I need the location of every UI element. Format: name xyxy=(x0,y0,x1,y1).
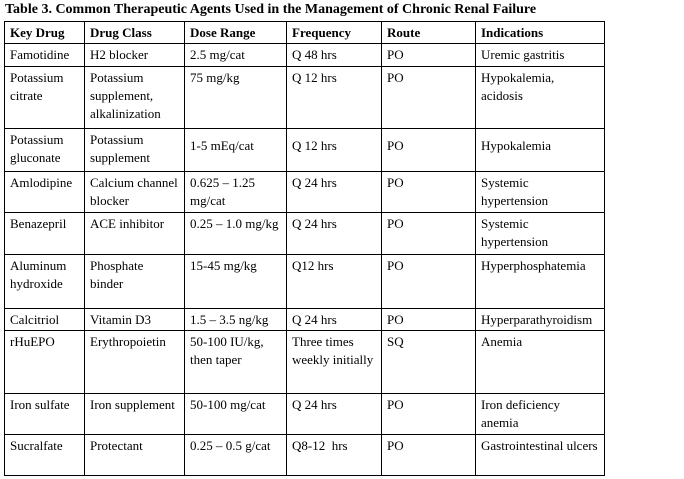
table-caption: Table 3. Common Therapeutic Agents Used in the Management of Chronic Renal Failure xyxy=(5,2,537,17)
cell-route: PO xyxy=(382,255,476,309)
cell-key-drug: Aluminum hydroxide xyxy=(5,255,85,309)
cell-key-drug: Calcitriol xyxy=(5,309,85,331)
header-key-drug: Key Drug xyxy=(5,22,85,44)
cell-dose-range: 1.5 – 3.5 ng/kg xyxy=(185,309,287,331)
table-row xyxy=(5,67,605,129)
cell-indications: Gastrointestinal ulcers xyxy=(476,435,605,476)
table-row xyxy=(5,331,605,394)
header-frequency: Frequency xyxy=(287,22,382,44)
cell-drug-class: Phosphate binder xyxy=(85,255,185,309)
cell-frequency: Q 48 hrs xyxy=(287,44,382,67)
cell-frequency: Q 24 hrs xyxy=(287,213,382,255)
cell-route: PO xyxy=(382,213,476,255)
cell-indications: Hypokalemia, acidosis xyxy=(476,67,605,129)
table-row xyxy=(5,44,605,67)
header-row xyxy=(5,22,605,44)
cell-dose-range: 50-100 mg/cat xyxy=(185,394,287,435)
cell-dose-range: 15-45 mg/kg xyxy=(185,255,287,309)
cell-key-drug: Sucralfate xyxy=(5,435,85,476)
cell-route: PO xyxy=(382,309,476,331)
cell-frequency: Q8-12 hrs xyxy=(287,435,382,476)
table-row xyxy=(5,255,605,309)
cell-dose-range: 50-100 IU/kg, then taper xyxy=(185,331,287,394)
table-row xyxy=(5,213,605,255)
cell-key-drug: rHuEPO xyxy=(5,331,85,394)
header-dose-range: Dose Range xyxy=(185,22,287,44)
cell-frequency: Q 12 hrs xyxy=(287,67,382,129)
cell-route: PO xyxy=(382,172,476,213)
cell-dose-range: 0.625 – 1.25 mg/cat xyxy=(185,172,287,213)
cell-frequency: Q12 hrs xyxy=(287,255,382,309)
cell-drug-class: Vitamin D3 xyxy=(85,309,185,331)
cell-route: PO xyxy=(382,44,476,67)
cell-key-drug: Amlodipine xyxy=(5,172,85,213)
cell-dose-range: 0.25 – 0.5 g/cat xyxy=(185,435,287,476)
cell-frequency: Three times weekly initially xyxy=(287,331,382,394)
cell-indications: Systemic hypertension xyxy=(476,172,605,213)
table-row xyxy=(5,394,605,435)
cell-dose-range: 0.25 – 1.0 mg/kg xyxy=(185,213,287,255)
cell-drug-class: Potassium supplement xyxy=(85,129,185,172)
cell-frequency: Q 12 hrs xyxy=(287,129,382,172)
cell-indications: Hypokalemia xyxy=(476,129,605,172)
cell-dose-range: 2.5 mg/cat xyxy=(185,44,287,67)
cell-key-drug: Famotidine xyxy=(5,44,85,67)
cell-frequency: Q 24 hrs xyxy=(287,394,382,435)
cell-dose-range: 1-5 mEq/cat xyxy=(185,129,287,172)
cell-key-drug: Benazepril xyxy=(5,213,85,255)
cell-drug-class: Calcium channel blocker xyxy=(85,172,185,213)
cell-route: PO xyxy=(382,67,476,129)
header-drug-class: Drug Class xyxy=(85,22,185,44)
cell-drug-class: H2 blocker xyxy=(85,44,185,67)
table-row xyxy=(5,309,605,331)
cell-key-drug: Potassium citrate xyxy=(5,67,85,129)
cell-indications: Iron deficiency anemia xyxy=(476,394,605,435)
cell-indications: Hyperphosphatemia xyxy=(476,255,605,309)
cell-drug-class: ACE inhibitor xyxy=(85,213,185,255)
cell-drug-class: Potassium supplement, alkalinization xyxy=(85,67,185,129)
cell-key-drug: Iron sulfate xyxy=(5,394,85,435)
cell-indications: Anemia xyxy=(476,331,605,394)
cell-dose-range: 75 mg/kg xyxy=(185,67,287,129)
cell-indications: Uremic gastritis xyxy=(476,44,605,67)
table-row xyxy=(5,129,605,172)
cell-frequency: Q 24 hrs xyxy=(287,309,382,331)
cell-route: PO xyxy=(382,435,476,476)
cell-route: PO xyxy=(382,129,476,172)
cell-indications: Hyperparathyroidism xyxy=(476,309,605,331)
cell-route: SQ xyxy=(382,331,476,394)
cell-drug-class: Iron supplement xyxy=(85,394,185,435)
cell-drug-class: Protectant xyxy=(85,435,185,476)
cell-drug-class: Erythropoietin xyxy=(85,331,185,394)
cell-frequency: Q 24 hrs xyxy=(287,172,382,213)
table-row xyxy=(5,435,605,476)
header-indications: Indications xyxy=(476,22,605,44)
cell-key-drug: Potassium gluconate xyxy=(5,129,85,172)
header-route: Route xyxy=(382,22,476,44)
cell-route: PO xyxy=(382,394,476,435)
table-row xyxy=(5,172,605,213)
cell-indications: Systemic hypertension xyxy=(476,213,605,255)
therapeutic-agents-table xyxy=(4,21,605,476)
